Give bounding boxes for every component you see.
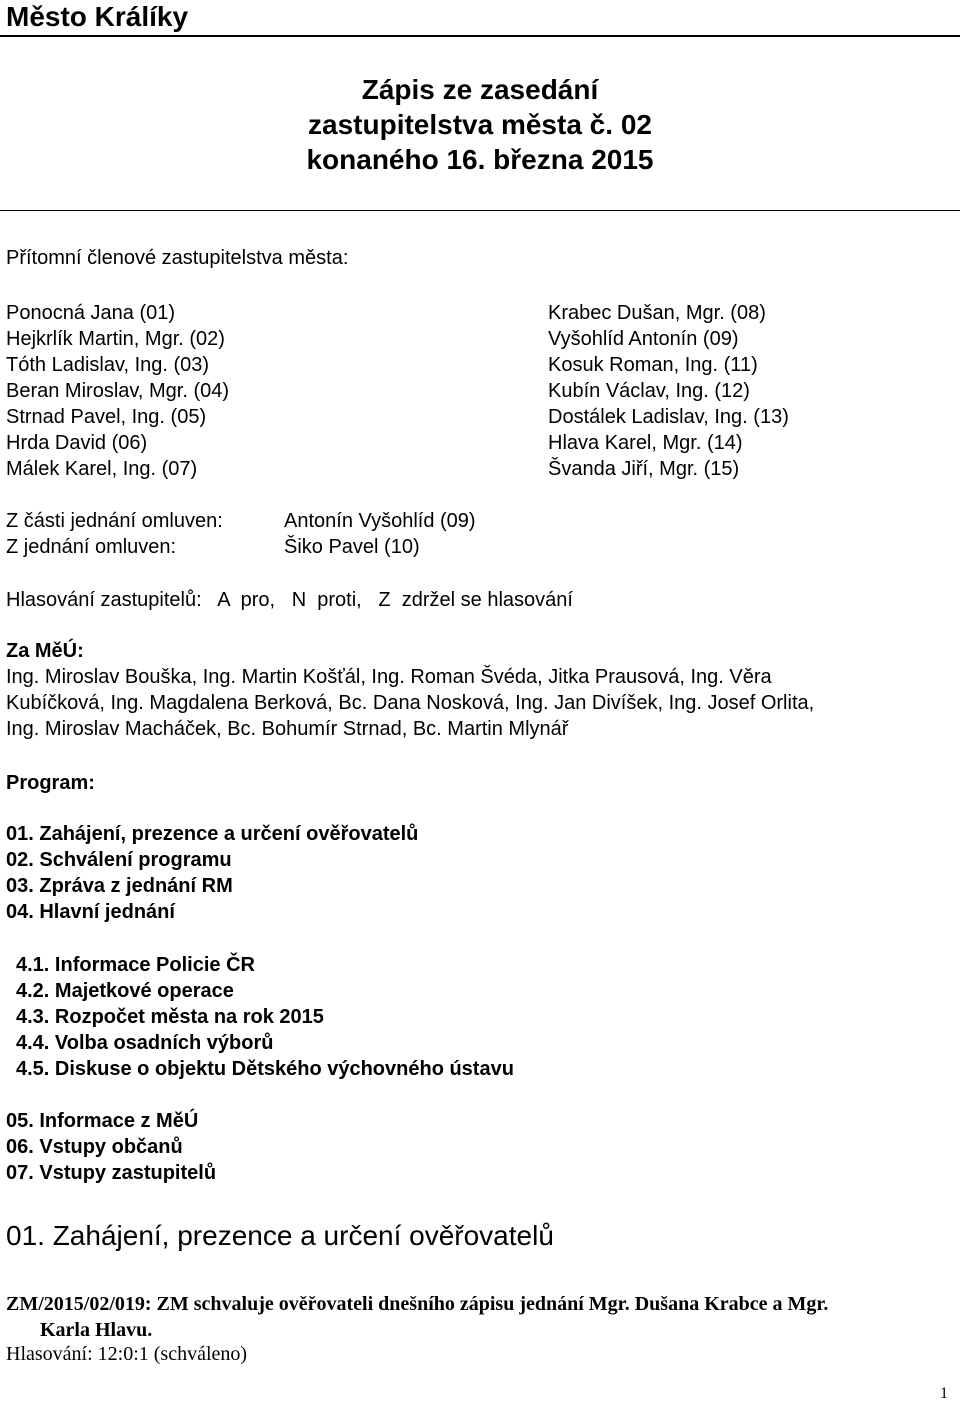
excused-partial-label: Z části jednání omluven: [6, 510, 223, 532]
member: Kosuk Roman, Ing. (11) [548, 354, 758, 376]
meu-line: Ing. Miroslav Macháček, Bc. Bohumír Strnad, Bc. Martin Mlynář [6, 718, 569, 740]
member: Kubín Václav, Ing. (12) [548, 380, 750, 402]
program-item: 05. Informace z MěÚ [6, 1110, 199, 1132]
member: Strnad Pavel, Ing. (05) [6, 406, 207, 428]
title-line-2: zastupitelstva města č. 02 [308, 109, 652, 140]
resolution-line: ZM/2015/02/019: ZM schvaluje ověřovateli dnešního zápisu jednání Mgr. Dušana Krabce a Mgr. [6, 1293, 829, 1315]
excused-partial-value: Antonín Vyšohlíd (09) [284, 510, 476, 532]
program-item: 04. Hlavní jednání [6, 901, 175, 923]
resolution-line: Karla Hlavu. [40, 1319, 153, 1341]
member: Hlava Karel, Mgr. (14) [548, 432, 743, 454]
program-item: 07. Vstupy zastupitelů [6, 1162, 217, 1184]
member: Švanda Jiří, Mgr. (15) [548, 458, 740, 480]
meu-line: Kubíčková, Ing. Magdalena Berková, Bc. Dana Nosková, Ing. Jan Divíšek, Ing. Josef Orlita, [6, 692, 815, 714]
program-subitem: 4.2. Majetkové operace [16, 980, 234, 1002]
member: Vyšohlíd Antonín (09) [548, 328, 739, 350]
title-line-1: Zápis ze zasedání [361, 74, 599, 105]
member: Tóth Ladislav, Ing. (03) [6, 354, 210, 376]
header-rule [0, 35, 960, 37]
voting-legend: Hlasování zastupitelů: A pro, N proti, Z zdržel se hlasování [6, 589, 573, 611]
program-item: 03. Zpráva z jednání RM [6, 875, 233, 897]
title-rule [0, 210, 960, 211]
program-subitem: 4.3. Rozpočet města na rok 2015 [16, 1006, 324, 1028]
member: Beran Miroslav, Mgr. (04) [6, 380, 230, 402]
program-item: 02. Schválení programu [6, 849, 232, 871]
member: Ponocná Jana (01) [6, 302, 176, 324]
member: Krabec Dušan, Mgr. (08) [548, 302, 766, 324]
section-heading: 01. Zahájení, prezence a určení ověřovatelů [6, 1220, 554, 1251]
meu-line: Ing. Miroslav Bouška, Ing. Martin Košťál, Ing. Roman Švéda, Jitka Prausová, Ing. Věra [6, 666, 772, 688]
program-label: Program: [6, 772, 95, 794]
member: Málek Karel, Ing. (07) [6, 458, 198, 480]
town-name: Město Králíky [6, 1, 189, 32]
program-subitem: 4.4. Volba osadních výborů [16, 1032, 274, 1054]
resolution-vote: Hlasování: 12:0:1 (schváleno) [6, 1343, 248, 1365]
program-item: 06. Vstupy občanů [6, 1136, 183, 1158]
excused-full-value: Šiko Pavel (10) [284, 536, 420, 558]
member: Hejkrlík Martin, Mgr. (02) [6, 328, 225, 350]
program-item: 01. Zahájení, prezence a určení ověřovatelů [6, 823, 419, 845]
present-label: Přítomní členové zastupitelstva města: [6, 247, 349, 269]
program-subitem: 4.1. Informace Policie ČR [16, 954, 255, 976]
program-subitem: 4.5. Diskuse o objektu Dětského výchovného ústavu [16, 1058, 514, 1080]
title-line-3: konaného 16. března 2015 [306, 144, 654, 175]
page-number: 1 [940, 1385, 948, 1402]
member: Hrda David (06) [6, 432, 148, 454]
meu-label: Za MěÚ: [6, 640, 84, 662]
member: Dostálek Ladislav, Ing. (13) [548, 406, 789, 428]
excused-full-label: Z jednání omluven: [6, 536, 177, 558]
